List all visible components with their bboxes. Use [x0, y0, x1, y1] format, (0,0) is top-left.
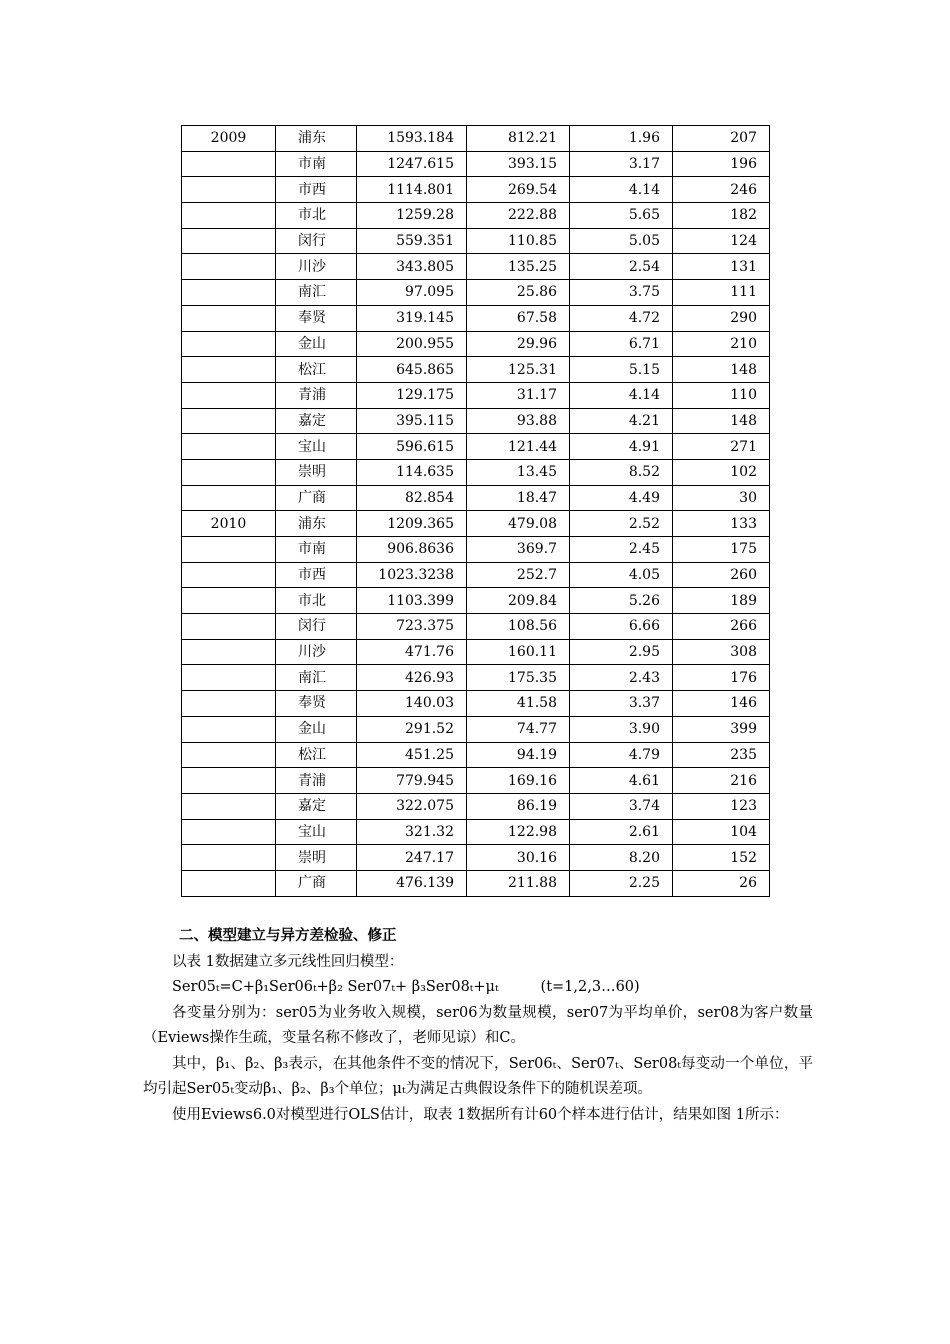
- value-cell: 2.25: [570, 870, 673, 896]
- value-cell: 479.08: [467, 511, 570, 537]
- value-cell: 321.32: [357, 819, 467, 845]
- year-cell: [182, 768, 276, 794]
- value-cell: 131: [673, 254, 770, 280]
- value-cell: 4.61: [570, 768, 673, 794]
- year-cell: [182, 691, 276, 717]
- value-cell: 4.91: [570, 434, 673, 460]
- year-cell: [182, 716, 276, 742]
- value-cell: 8.20: [570, 845, 673, 871]
- year-cell: 2009: [182, 126, 276, 152]
- value-cell: 29.96: [467, 331, 570, 357]
- value-cell: 1247.615: [357, 151, 467, 177]
- table-row: [182, 768, 770, 794]
- district-cell: 南汇: [276, 665, 357, 691]
- district-cell: 金山: [276, 331, 357, 357]
- value-cell: 4.05: [570, 562, 673, 588]
- year-cell: [182, 562, 276, 588]
- value-cell: 86.19: [467, 793, 570, 819]
- variables-paragraph: 各变量分别为：ser05为业务收入规模，ser06为数量规模，ser07为平均单价，ser08为客户数量（Eviews操作生疏，变量名称不修改了，老师见谅）和C。: [143, 1004, 813, 1046]
- value-cell: 133: [673, 511, 770, 537]
- district-cell: 青浦: [276, 382, 357, 408]
- value-cell: 97.095: [357, 280, 467, 306]
- district-cell: 嘉定: [276, 408, 357, 434]
- year-cell: [182, 408, 276, 434]
- value-cell: 779.945: [357, 768, 467, 794]
- year-cell: [182, 639, 276, 665]
- value-cell: 246: [673, 177, 770, 203]
- value-cell: 30: [673, 485, 770, 511]
- value-cell: 148: [673, 357, 770, 383]
- value-cell: 111: [673, 280, 770, 306]
- value-cell: 1.96: [570, 126, 673, 152]
- value-cell: 906.8636: [357, 537, 467, 563]
- value-cell: 82.854: [357, 485, 467, 511]
- value-cell: 210: [673, 331, 770, 357]
- year-cell: [182, 588, 276, 614]
- table-row: [182, 151, 770, 177]
- value-cell: 31.17: [467, 382, 570, 408]
- district-cell: 南汇: [276, 280, 357, 306]
- year-cell: [182, 485, 276, 511]
- year-cell: [182, 203, 276, 229]
- district-cell: 川沙: [276, 254, 357, 280]
- value-cell: 41.58: [467, 691, 570, 717]
- district-cell: 川沙: [276, 639, 357, 665]
- district-cell: 金山: [276, 716, 357, 742]
- data-table: [181, 125, 770, 897]
- table-row: [182, 819, 770, 845]
- value-cell: 160.11: [467, 639, 570, 665]
- year-cell: [182, 254, 276, 280]
- value-cell: 812.21: [467, 126, 570, 152]
- year-cell: [182, 870, 276, 896]
- district-cell: 宝山: [276, 434, 357, 460]
- value-cell: 1114.801: [357, 177, 467, 203]
- year-cell: [182, 305, 276, 331]
- value-cell: 4.14: [570, 177, 673, 203]
- value-cell: 30.16: [467, 845, 570, 871]
- value-cell: 395.115: [357, 408, 467, 434]
- value-cell: 1209.365: [357, 511, 467, 537]
- value-cell: 121.44: [467, 434, 570, 460]
- district-cell: 市北: [276, 203, 357, 229]
- table-row: [182, 742, 770, 768]
- year-cell: [182, 382, 276, 408]
- table-row: [182, 434, 770, 460]
- section-heading: 二、模型建立与异方差检验、修正: [179, 928, 397, 944]
- district-cell: 广商: [276, 870, 357, 896]
- value-cell: 247.17: [357, 845, 467, 871]
- value-cell: 207: [673, 126, 770, 152]
- value-cell: 271: [673, 434, 770, 460]
- table-row: [182, 845, 770, 871]
- year-cell: [182, 357, 276, 383]
- value-cell: 2.43: [570, 665, 673, 691]
- year-cell: [182, 459, 276, 485]
- value-cell: 123: [673, 793, 770, 819]
- value-cell: 4.14: [570, 382, 673, 408]
- value-cell: 110: [673, 382, 770, 408]
- value-cell: 182: [673, 203, 770, 229]
- value-cell: 222.88: [467, 203, 570, 229]
- district-cell: 崇明: [276, 845, 357, 871]
- value-cell: 211.88: [467, 870, 570, 896]
- value-cell: 189: [673, 588, 770, 614]
- table-row: [182, 280, 770, 306]
- value-cell: 426.93: [357, 665, 467, 691]
- value-cell: 266: [673, 614, 770, 640]
- district-cell: 市南: [276, 537, 357, 563]
- year-cell: [182, 665, 276, 691]
- table-row: [182, 382, 770, 408]
- year-cell: [182, 614, 276, 640]
- table-row: [182, 511, 770, 537]
- text-section: [143, 924, 813, 1128]
- year-cell: [182, 280, 276, 306]
- year-cell: [182, 151, 276, 177]
- value-cell: 3.17: [570, 151, 673, 177]
- year-cell: [182, 742, 276, 768]
- district-cell: 市南: [276, 151, 357, 177]
- district-cell: 宝山: [276, 819, 357, 845]
- year-cell: [182, 845, 276, 871]
- district-cell: 市西: [276, 177, 357, 203]
- table-row: [182, 459, 770, 485]
- district-cell: 闵行: [276, 614, 357, 640]
- value-cell: 176: [673, 665, 770, 691]
- district-cell: 浦东: [276, 126, 357, 152]
- beta-paragraph: 其中，β₁、β₂、β₃表示，在其他条件不变的情况下，Ser06ₜ、Ser07ₜ、Ser08ₜ每变动一个单位，平均引起Ser05ₜ变动β₁、β₂、β₃个单位；μₜ为满足古典假设条件下的随机误差项。: [143, 1055, 813, 1097]
- value-cell: 110.85: [467, 228, 570, 254]
- value-cell: 4.79: [570, 742, 673, 768]
- value-cell: 6.66: [570, 614, 673, 640]
- value-cell: 26: [673, 870, 770, 896]
- ols-paragraph: 使用Eviews6.0对模型进行OLS估计，取表 1数据所有计60个样本进行估计，结果如图 1所示：: [172, 1106, 789, 1123]
- value-cell: 6.71: [570, 331, 673, 357]
- table-row: [182, 485, 770, 511]
- value-cell: 1259.28: [357, 203, 467, 229]
- table-row: [182, 691, 770, 717]
- table-row: [182, 665, 770, 691]
- value-cell: 5.65: [570, 203, 673, 229]
- value-cell: 2.45: [570, 537, 673, 563]
- value-cell: 135.25: [467, 254, 570, 280]
- value-cell: 18.47: [467, 485, 570, 511]
- value-cell: 102: [673, 459, 770, 485]
- district-cell: 松江: [276, 357, 357, 383]
- value-cell: 13.45: [467, 459, 570, 485]
- value-cell: 108.56: [467, 614, 570, 640]
- district-cell: 市北: [276, 588, 357, 614]
- table-row: [182, 126, 770, 152]
- table-row: [182, 203, 770, 229]
- value-cell: 476.139: [357, 870, 467, 896]
- table-row: [182, 177, 770, 203]
- value-cell: 290: [673, 305, 770, 331]
- value-cell: 4.21: [570, 408, 673, 434]
- value-cell: 2.95: [570, 639, 673, 665]
- district-cell: 奉贤: [276, 305, 357, 331]
- value-cell: 343.805: [357, 254, 467, 280]
- value-cell: 319.145: [357, 305, 467, 331]
- district-cell: 广商: [276, 485, 357, 511]
- district-cell: 嘉定: [276, 793, 357, 819]
- district-cell: 崇明: [276, 459, 357, 485]
- value-cell: 3.75: [570, 280, 673, 306]
- table-row: [182, 614, 770, 640]
- value-cell: 93.88: [467, 408, 570, 434]
- formula-range: (t=1,2,3…60): [540, 979, 640, 995]
- table-row: [182, 331, 770, 357]
- intro-text: 以表 1数据建立多元线性回归模型：: [172, 953, 404, 970]
- value-cell: 369.7: [467, 537, 570, 563]
- value-cell: 114.635: [357, 459, 467, 485]
- district-cell: 浦东: [276, 511, 357, 537]
- value-cell: 235: [673, 742, 770, 768]
- value-cell: 5.15: [570, 357, 673, 383]
- value-cell: 399: [673, 716, 770, 742]
- value-cell: 723.375: [357, 614, 467, 640]
- table-row: [182, 254, 770, 280]
- table-body: [182, 126, 770, 897]
- year-cell: [182, 793, 276, 819]
- value-cell: 129.175: [357, 382, 467, 408]
- year-cell: 2010: [182, 511, 276, 537]
- value-cell: 252.7: [467, 562, 570, 588]
- table-row: [182, 793, 770, 819]
- table-row: [182, 228, 770, 254]
- year-cell: [182, 331, 276, 357]
- value-cell: 1593.184: [357, 126, 467, 152]
- regression-formula: [143, 975, 813, 1001]
- year-cell: [182, 819, 276, 845]
- year-cell: [182, 434, 276, 460]
- value-cell: 67.58: [467, 305, 570, 331]
- value-cell: 216: [673, 768, 770, 794]
- value-cell: 645.865: [357, 357, 467, 383]
- district-cell: 市西: [276, 562, 357, 588]
- table-row: [182, 639, 770, 665]
- value-cell: 175: [673, 537, 770, 563]
- value-cell: 125.31: [467, 357, 570, 383]
- value-cell: 291.52: [357, 716, 467, 742]
- value-cell: 146: [673, 691, 770, 717]
- value-cell: 152: [673, 845, 770, 871]
- table-row: [182, 588, 770, 614]
- table-row: [182, 537, 770, 563]
- value-cell: 25.86: [467, 280, 570, 306]
- year-cell: [182, 177, 276, 203]
- value-cell: 260: [673, 562, 770, 588]
- value-cell: 140.03: [357, 691, 467, 717]
- value-cell: 104: [673, 819, 770, 845]
- table-row: [182, 408, 770, 434]
- table-row: [182, 870, 770, 896]
- table-row: [182, 562, 770, 588]
- value-cell: 8.52: [570, 459, 673, 485]
- value-cell: 169.16: [467, 768, 570, 794]
- value-cell: 451.25: [357, 742, 467, 768]
- value-cell: 124: [673, 228, 770, 254]
- value-cell: 308: [673, 639, 770, 665]
- value-cell: 148: [673, 408, 770, 434]
- value-cell: 3.90: [570, 716, 673, 742]
- value-cell: 196: [673, 151, 770, 177]
- district-cell: 奉贤: [276, 691, 357, 717]
- year-cell: [182, 537, 276, 563]
- value-cell: 471.76: [357, 639, 467, 665]
- value-cell: 1023.3238: [357, 562, 467, 588]
- value-cell: 74.77: [467, 716, 570, 742]
- value-cell: 559.351: [357, 228, 467, 254]
- value-cell: 596.615: [357, 434, 467, 460]
- formula-text: Ser05ₜ=C+β₁Ser06ₜ+β₂ Ser07ₜ+ β₃Ser08ₜ+μₜ: [172, 979, 499, 995]
- value-cell: 1103.399: [357, 588, 467, 614]
- value-cell: 5.26: [570, 588, 673, 614]
- value-cell: 393.15: [467, 151, 570, 177]
- value-cell: 322.075: [357, 793, 467, 819]
- value-cell: 4.49: [570, 485, 673, 511]
- table-row: [182, 357, 770, 383]
- value-cell: 122.98: [467, 819, 570, 845]
- value-cell: 2.54: [570, 254, 673, 280]
- value-cell: 94.19: [467, 742, 570, 768]
- year-cell: [182, 228, 276, 254]
- table-row: [182, 716, 770, 742]
- district-cell: 闵行: [276, 228, 357, 254]
- value-cell: 2.52: [570, 511, 673, 537]
- value-cell: 2.61: [570, 819, 673, 845]
- value-cell: 175.35: [467, 665, 570, 691]
- value-cell: 3.74: [570, 793, 673, 819]
- district-cell: 松江: [276, 742, 357, 768]
- value-cell: 209.84: [467, 588, 570, 614]
- value-cell: 5.05: [570, 228, 673, 254]
- value-cell: 269.54: [467, 177, 570, 203]
- table-row: [182, 305, 770, 331]
- value-cell: 4.72: [570, 305, 673, 331]
- value-cell: 200.955: [357, 331, 467, 357]
- district-cell: 青浦: [276, 768, 357, 794]
- value-cell: 3.37: [570, 691, 673, 717]
